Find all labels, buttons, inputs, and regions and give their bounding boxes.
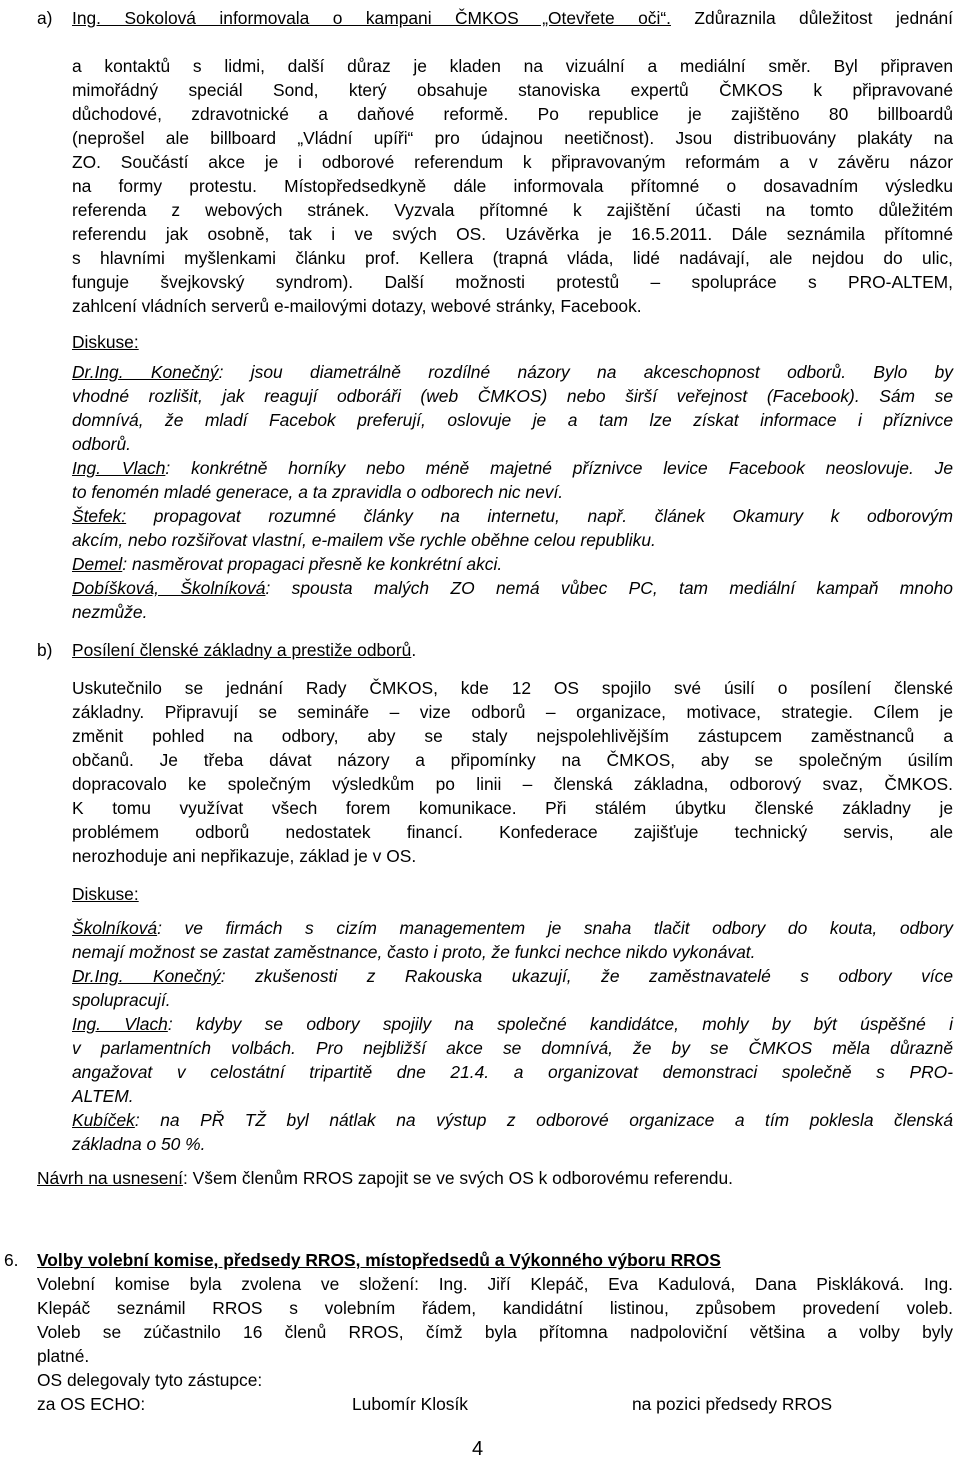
speaker-name: Dobíšková, Školníková xyxy=(72,578,266,598)
text-run: základny. Připravují se semináře – vize odborů – organizace, motivace, strategie. Cílem je xyxy=(72,702,953,722)
section-6-line xyxy=(37,1272,953,1296)
discussion-entry-cont xyxy=(72,480,563,504)
discussion-entry xyxy=(72,576,953,600)
text-run: změnit pohled na odbory, aby se staly nejspolehlivějším zástupcem zaměstnanců a xyxy=(72,726,953,746)
text-run: s hlavními myšlenkami článku prof. Kellera (trapná vláda, lidé nadávají, ale nejdou do ulic, xyxy=(72,248,953,268)
text-run: : xyxy=(218,362,224,382)
section-a-line xyxy=(72,198,953,222)
speaker-name: Dr.Ing. Konečný xyxy=(72,362,219,382)
discussion-entry-cont xyxy=(72,988,171,1012)
section-6-line xyxy=(37,1320,953,1344)
text-run: nemají možnost se zastat zaměstnance, často i proto, že funkci nechce nikdo vykonávat. xyxy=(72,942,756,962)
section-b-line xyxy=(72,844,416,868)
section-b-line xyxy=(72,772,953,796)
text-run: : xyxy=(165,458,171,478)
discussion-entry xyxy=(72,504,953,528)
discussion-entry xyxy=(72,916,953,940)
discussion-entry-cont xyxy=(72,1036,953,1060)
delegate-name: Lubomír Klosík xyxy=(352,1394,468,1414)
text-run: referendu jak osobně, tak i ve svých OS. Uzávěrka je 16.5.2011. Dále seznámila přítomné xyxy=(72,224,953,244)
text-run: zahlcení vládních serverů e-mailovými dotazy, webové stránky, Facebook. xyxy=(72,296,642,316)
section-b-line xyxy=(72,748,953,772)
text-run: : xyxy=(220,966,226,986)
discussion-entry-cont xyxy=(72,528,656,552)
text-run: základna o 50 %. xyxy=(72,1134,206,1154)
text-run: : Všem členům RROS zapojit se ve svých OS k odborovému referendu. xyxy=(182,1168,733,1188)
discussion-entry-cont xyxy=(72,1132,205,1156)
section-b-heading-line xyxy=(72,638,416,662)
speaker-name: Kubíček xyxy=(72,1110,135,1130)
section-b-heading: Posílení členské základny a prestiže odborů xyxy=(72,640,412,660)
section-6-line xyxy=(37,1296,953,1320)
text-run: (neprošel ale billboard „Vládní upíři“ pro údajnou neetičnost). Jsou distribuovány plakáty na xyxy=(72,128,953,148)
discussion-entry xyxy=(72,456,953,480)
section-b-line xyxy=(72,796,953,820)
section-b-line xyxy=(72,700,953,724)
text-run: ZO. Součástí akce je i odborové referendum k připravovaným reformám a v závěru názor xyxy=(72,152,953,172)
section-6-heading-line xyxy=(37,1248,721,1272)
text-run: : xyxy=(157,918,162,938)
text-run: propagovat rozumné články na internetu, např. článek Okamury k odborovým xyxy=(126,506,953,526)
text-run: platné. xyxy=(37,1346,90,1366)
section-a-line xyxy=(72,6,953,30)
text-run: nerozhoduje ani nepřikazuje, základ je v OS. xyxy=(72,846,417,866)
text-run: referenda z webových stránek. Vyzvala přítomné k zajištění účasti na tomto důležitém xyxy=(72,200,953,220)
discussion-entry xyxy=(72,964,953,988)
text-run: ve firmách s cizím managementem je snaha tlačit odbory do kouta, odbory xyxy=(161,918,953,938)
section-b-marker: b) xyxy=(37,640,53,660)
discussion-entry xyxy=(72,1012,953,1036)
delegate-position-line xyxy=(632,1392,832,1416)
section-6-heading: Volby volební komise, předsedy RROS, místopředsedů a Výkonného výboru RROS xyxy=(37,1250,721,1270)
text-run: : xyxy=(265,578,271,598)
text-run: důchodové, zdravotnické a daňové reformě. Po republice je zajištěno 80 billboardů xyxy=(72,104,953,124)
text-run: angažovat v celostátní tripartitě dne 21.4. a organizovat demonstraci společně s PRO- xyxy=(72,1062,953,1082)
text-run: na PŘ TŽ byl nátlak na výstup z odborové organizace a tím poklesla členská xyxy=(139,1110,953,1130)
text-run: mimořádný speciál Sond, který obsahuje stanoviska expertů ČMKOS k připravované xyxy=(72,80,953,100)
text-run: problémem odborů nedostatek financí. Konfederace zajišťuje technický servis, ale xyxy=(72,822,953,842)
discussion-label-line xyxy=(72,330,139,354)
discussion-entry xyxy=(72,360,953,384)
section-a-line xyxy=(72,270,953,294)
text-run: na formy protestu. Místopředsedkyně dále informovala přítomné o dosavadním výsledku xyxy=(72,176,953,196)
text-run: . xyxy=(411,640,417,660)
speaker-name: Demel xyxy=(72,554,123,574)
text-run: spousta malých ZO nemá vůbec PC, tam mediální kampaň mnoho xyxy=(270,578,953,598)
section-a-heading: Ing. Sokolová informovala o kampani ČMKOS „Otevřete oči“. xyxy=(72,8,671,28)
section-6-line xyxy=(37,1344,89,1368)
discussion-entry-cont xyxy=(72,432,131,456)
text-run: : xyxy=(134,1110,140,1130)
text-run: spolupracují. xyxy=(72,990,171,1010)
text-run: : xyxy=(122,554,128,574)
discussion-entry-cont xyxy=(72,408,953,432)
section-a-line xyxy=(72,102,953,126)
text-run: jsou diametrálně rozdílné názory na akceschopnost odborů. Bylo by xyxy=(223,362,953,382)
section-b-line xyxy=(72,724,953,748)
text-run: vhodné rozlišit, jak reagují odboráři (web ČMKOS) nebo širší veřejnost (Facebook). Sám se xyxy=(72,386,953,406)
discussion-entry xyxy=(72,1108,953,1132)
text-run: konkrétně horníky nebo méně majetné příznivce levice Facebook neoslovuje. Je xyxy=(170,458,953,478)
section-b-line xyxy=(72,820,953,844)
discussion-entry-cont xyxy=(72,940,755,964)
section-a-line xyxy=(72,294,642,318)
discussion-entry xyxy=(72,552,502,576)
section-a-line xyxy=(72,78,953,102)
text-run: zkušenosti z Rakouska ukazují, že zaměstnavatelé s odbory více xyxy=(225,966,953,986)
discussion-label: Diskuse: xyxy=(72,884,139,904)
resolution-line xyxy=(37,1166,733,1190)
speaker-name: Školníková xyxy=(72,918,158,938)
section-a-marker: a) xyxy=(37,8,53,28)
text-run: akcím, nebo rozšiřovat vlastní, e-mailem vše rychle oběhne celou republiku. xyxy=(72,530,656,550)
text-run: Volební komise byla zvolena ve složení: Ing. Jiří Klepáč, Eva Kadulová, Dana Piskláková. Ing. xyxy=(37,1274,953,1294)
section-a-line xyxy=(72,126,953,150)
text-run: OS delegovaly tyto zástupce: xyxy=(37,1370,263,1390)
text-run: Uskutečnilo se jednání Rady ČMKOS, kde 12 OS spojilo své úsilí o posílení členské xyxy=(72,678,953,698)
text-run: nasměrovat propagaci přesně ke konkrétní akci. xyxy=(127,554,503,574)
text-run: domnívá, že mladí Facebok preferují, oslovuje je a tam lze získat informace i příznivce xyxy=(72,410,953,430)
section-a-line xyxy=(72,54,953,78)
text-run: K tomu využívat všech forem komunikace. Při stálém úbytku členské základny je xyxy=(72,798,953,818)
delegate-org: za OS ECHO: xyxy=(37,1394,146,1414)
page-number: 4 xyxy=(472,1438,484,1460)
discussion-entry-cont xyxy=(72,1060,953,1084)
resolution-label: Návrh na usnesení xyxy=(37,1168,183,1188)
discussion-label: Diskuse: xyxy=(72,332,139,352)
delegate-name-line xyxy=(352,1392,468,1416)
text-run: občanů. Je třeba dávat názory a připomínky na ČMKOS, aby se společným úsilím xyxy=(72,750,953,770)
text-run: a kontaktů s lidmi, další důraz je kladen na vizuální a mediální směr. Byl připraven xyxy=(72,56,953,76)
discussion-entry-cont xyxy=(72,600,147,624)
text-run: Zdůraznila důležitost jednání xyxy=(670,8,953,28)
section-a-line xyxy=(72,174,953,198)
section-6-number: 6. xyxy=(4,1250,19,1270)
delegate-position: na pozici předsedy RROS xyxy=(632,1394,833,1414)
text-run: ALTEM. xyxy=(72,1086,134,1106)
speaker-name: Štefek: xyxy=(72,506,127,526)
discussion-entry-cont xyxy=(72,1084,134,1108)
discussion-entry-cont xyxy=(72,384,953,408)
text-run: Voleb se zúčastnilo 16 členů RROS, čímž byla přítomna nadpoloviční většina a volby byly xyxy=(37,1322,953,1342)
text-run: odborů. xyxy=(72,434,131,454)
speaker-name: Dr.Ing. Konečný xyxy=(72,966,221,986)
text-run: dopracovalo ke společným výsledkům po linii – členská základna, odborový svaz, ČMKOS. xyxy=(72,774,953,794)
delegate-org-line xyxy=(37,1392,145,1416)
delegated-label xyxy=(37,1368,262,1392)
text-run: funguje švejkovský syndrom). Další možnosti protestů – spolupráce s PRO-ALTEM, xyxy=(72,272,953,292)
speaker-name: Ing. Vlach xyxy=(72,1014,168,1034)
section-a-line xyxy=(72,222,953,246)
text-run: to fenomén mladé generace, a ta zpravidla o odborech nic neví. xyxy=(72,482,564,502)
section-a-line xyxy=(72,246,953,270)
text-run: nezmůže. xyxy=(72,602,148,622)
section-b-line xyxy=(72,676,953,700)
section-a-line xyxy=(72,150,953,174)
text-run: kdyby se odbory spojily na společné kandidátce, mohly by být úspěšné i xyxy=(172,1014,953,1034)
discussion-label-line xyxy=(72,882,139,906)
text-run: v parlamentních volbách. Pro nejbližší akce se domnívá, že by se ČMKOS měla důrazně xyxy=(72,1038,953,1058)
text-run: : xyxy=(167,1014,173,1034)
text-run: Klepáč seznámil RROS s volebním řádem, kandidátní listinou, způsobem provedení voleb. xyxy=(37,1298,953,1318)
speaker-name: Ing. Vlach xyxy=(72,458,166,478)
